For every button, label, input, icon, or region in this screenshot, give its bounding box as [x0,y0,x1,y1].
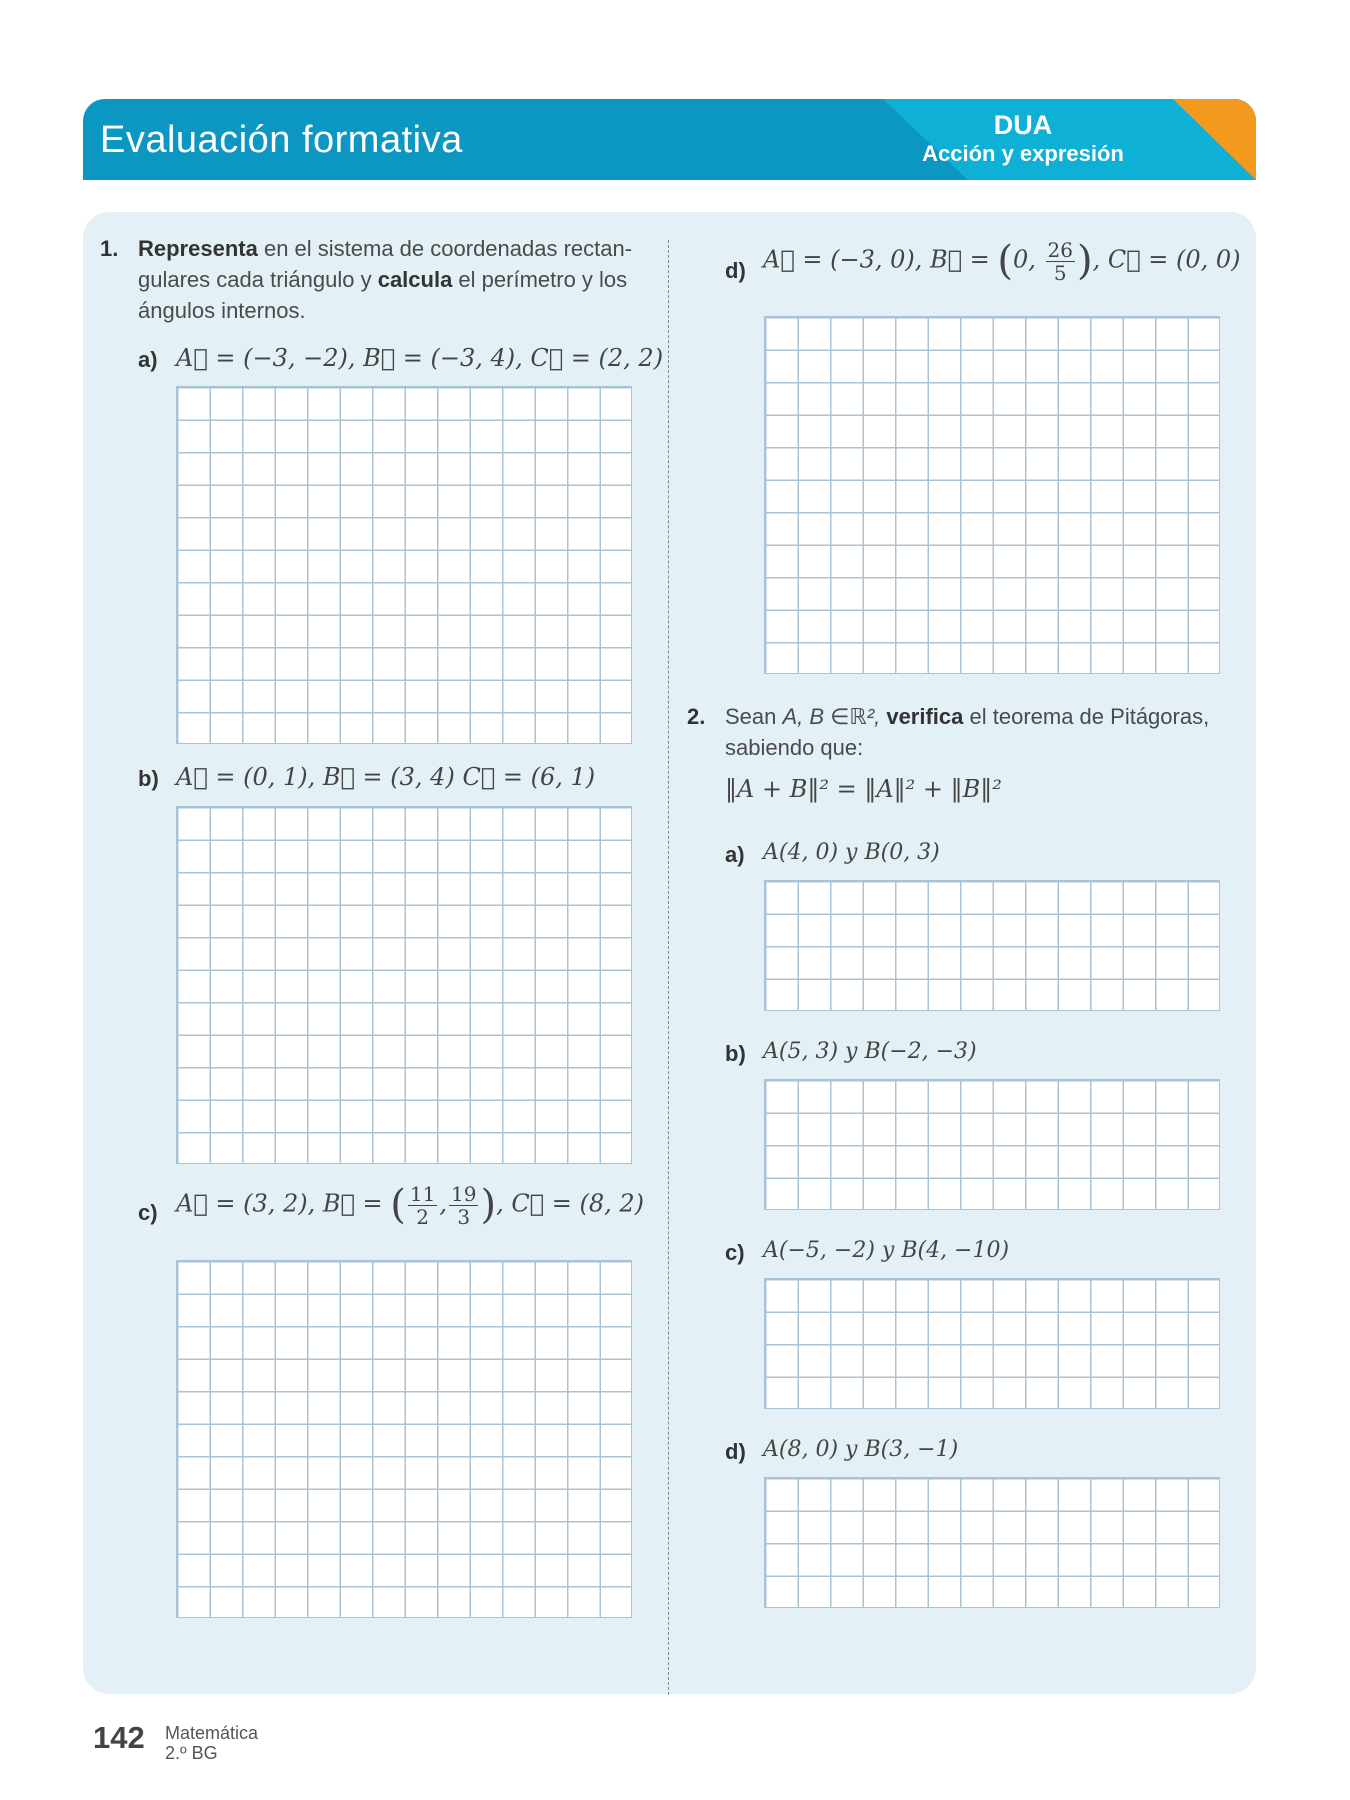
q2-pythagoras-formula: ‖A + B‖² = ‖A‖² + ‖B‖² [725,775,1002,803]
q1d-formula-start: A⃗ = (−3, 0), B⃗ = [763,245,998,274]
q1d-fraction [1046,239,1075,284]
q2b-points: A(5, 3) y B(−2, −3) [763,1039,977,1064]
q1c-fraction-2 [449,1183,478,1228]
q1a-label: a) [138,347,158,372]
q1c-formula-start: A⃗ = (3, 2), B⃗ = [176,1189,391,1218]
book-subject: Matemática [165,1723,259,1743]
q1c-formula-end: , C⃗ = (8, 2) [496,1189,644,1218]
q1c-fraction-1 [408,1183,437,1228]
q2c-grid[interactable] [764,1278,1220,1409]
q2-vars: A, B ∈ℝ², [782,704,887,729]
q1-verb-calculate: calcula [377,267,453,292]
column-divider [668,240,669,1695]
section-header [83,99,1256,180]
dua-title: DUA [993,110,1053,140]
q1-verb-represent: Representa [138,236,258,261]
dua-badge [913,110,1133,168]
q1-text1: en el sistema de coordenadas rectan- [257,236,633,261]
q1d-frac-num: 26 [1047,237,1073,262]
q2-prompt [725,701,1235,763]
q1d-frac-den: 5 [1053,260,1067,285]
book-info [165,1723,258,1763]
q1-text4: ángulos internos. [138,298,306,323]
q1c-label: c) [138,1200,158,1225]
q1a-formula: A⃗ = (−3, −2), B⃗ = (−3, 4), C⃗ = (2, 2) [176,344,664,372]
q1c-formula: A⃗ = (3, 2), B⃗ = ( $\frac{11}{2}$ , $\frac{19}{3}$ ), C⃗ = (8, 2) [176,1181,644,1229]
q1d-grid[interactable] [764,316,1220,674]
q2-text2: el teorema de Pitágoras, [963,704,1210,729]
q1d-formula: A⃗ = (−3, 0), B⃗ = (0, $\frac{26}{5}$ ), C⃗ = (0, 0) [763,237,1241,285]
q1-text3: el perímetro y los [452,267,628,292]
q1d-formula-end: , C⃗ = (0, 0) [1092,245,1241,274]
q2a-points: A(4, 0) y B(0, 3) [763,840,940,865]
q2c-points: A(−5, −2) y B(4, −10) [763,1238,1010,1263]
q2c-label: c) [725,1240,745,1265]
q1d-formula-mid: 0, [1013,245,1044,274]
q1-number: 1. [100,236,119,261]
dua-subtitle: Acción y expresión [922,141,1124,166]
q2d-label: d) [725,1439,746,1464]
q1c-grid[interactable] [176,1260,632,1618]
q2-text1: Sean [725,704,783,729]
q1-prompt [138,233,658,326]
q2-text3: sabiendo que: [725,735,864,760]
q2d-grid[interactable] [764,1477,1220,1608]
q2b-grid[interactable] [764,1079,1220,1210]
q1c-frac1-den: 2 [416,1204,429,1229]
q2-verb-verify: verifica [886,704,964,729]
q1b-formula: A⃗ = (0, 1), B⃗ = (3, 4) C⃗ = (6, 1) [176,763,596,791]
section-title: Evaluación formativa [100,119,463,161]
q2b-label: b) [725,1041,746,1066]
q1d-label: d) [725,258,746,283]
q2-number: 2. [687,704,706,729]
q1a-grid[interactable] [176,386,632,744]
q1c-frac2-den: 3 [457,1204,471,1229]
page-number: 142 [93,1720,145,1755]
q2a-grid[interactable] [764,880,1220,1011]
q1c-frac2-num: 19 [451,1181,477,1206]
q2a-label: a) [725,842,745,867]
q2d-points: A(8, 0) y B(3, −1) [763,1437,959,1462]
q1c-frac1-num: 11 [409,1181,436,1206]
q1-text2: gulares cada triángulo y [138,267,378,292]
book-grade: 2.º BG [165,1743,218,1763]
q1b-label: b) [138,766,159,791]
q1b-grid[interactable] [176,806,632,1164]
